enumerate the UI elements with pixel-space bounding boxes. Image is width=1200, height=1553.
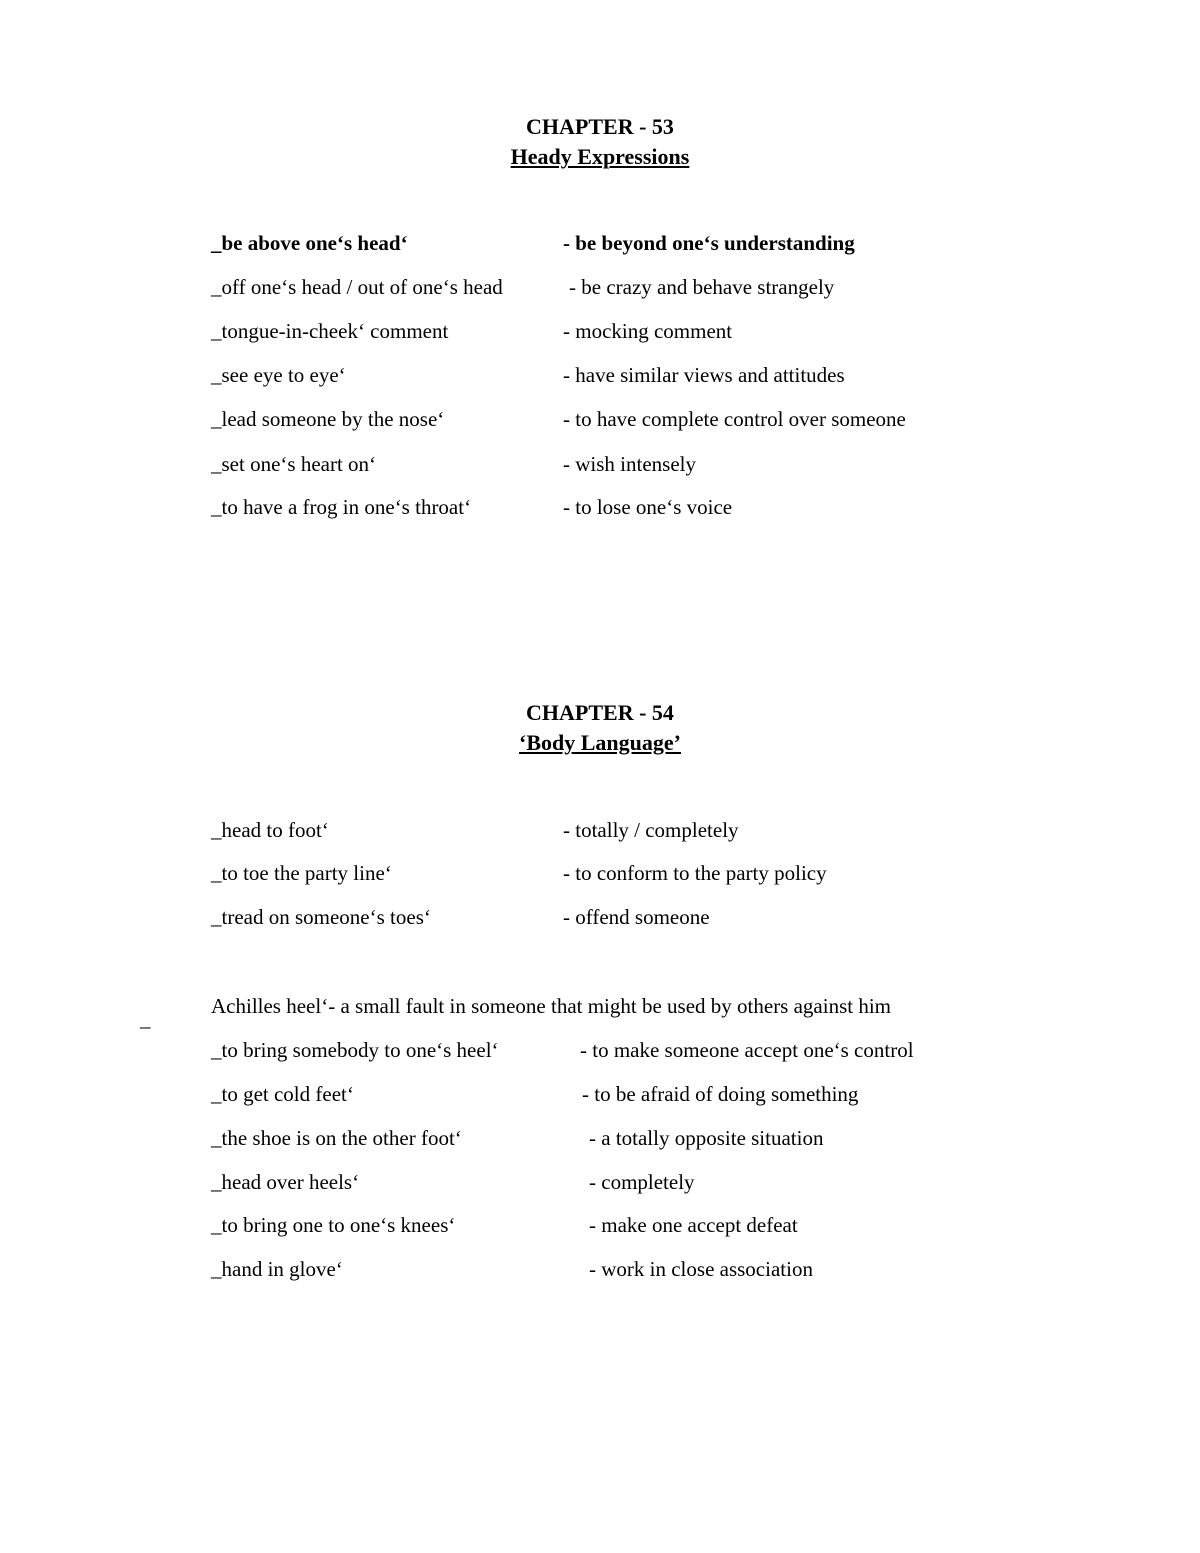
expression: _lead someone by the nose‘ (211, 407, 445, 431)
chapter-54-subtitle: ‘Body Language’ (519, 730, 681, 755)
meaning: - to be afraid of doing something (582, 1082, 859, 1106)
expression: _to bring one to one‘s knees‘ (211, 1213, 456, 1237)
chapter-54-entry (211, 1079, 1111, 1109)
expression: _hand in glove‘ (211, 1257, 343, 1281)
meaning: - to have complete control over someone (563, 407, 906, 431)
achilles-marker: _ (140, 1007, 151, 1031)
expression: _the shoe is on the other foot‘ (211, 1126, 462, 1150)
chapter-54-header (0, 698, 1200, 758)
expression: _tread on someone‘s toes‘ (211, 905, 431, 929)
chapter-53-subtitle: Heady Expressions (510, 144, 690, 169)
achilles-entry (211, 991, 891, 1021)
meaning: - a small fault in someone that might be used by others against him (328, 994, 892, 1018)
chapter-53-entry (211, 272, 1111, 302)
meaning: - have similar views and attitudes (563, 363, 845, 387)
expression: Achilles heel‘ (211, 994, 329, 1018)
expression: _to get cold feet‘ (211, 1082, 354, 1106)
chapter-54-entry (211, 1210, 1111, 1240)
chapter-53-entry (211, 449, 1111, 479)
chapter-54-entry (211, 1254, 1111, 1284)
meaning: - to lose one‘s voice (563, 495, 733, 519)
expression: _be above one‘s head‘ (211, 231, 408, 255)
meaning: - be crazy and behave strangely (569, 275, 835, 299)
expression: _tongue-in-cheek‘ comment (211, 319, 449, 343)
expression: _set one‘s heart on‘ (211, 452, 377, 476)
chapter-54-title: CHAPTER - 54 (526, 700, 674, 725)
chapter-53-entry (211, 316, 1111, 346)
chapter-54-entry (211, 1035, 1111, 1065)
chapter-53-entry (211, 360, 1111, 390)
meaning: - to make someone accept one‘s control (580, 1038, 914, 1062)
meaning: - completely (589, 1170, 695, 1194)
meaning: - totally / completely (563, 818, 739, 842)
expression: _to have a frog in one‘s throat‘ (211, 495, 472, 519)
expression: _to toe the party line‘ (211, 861, 392, 885)
meaning: - be beyond one‘s understanding (563, 231, 855, 255)
expression: _off one‘s head / out of one‘s head (211, 275, 503, 299)
meaning: - a totally opposite situation (589, 1126, 824, 1150)
expression: _head over heels‘ (211, 1170, 360, 1194)
expression: _see eye to eye‘ (211, 363, 346, 387)
meaning: - make one accept defeat (589, 1213, 798, 1237)
meaning: - wish intensely (563, 452, 696, 476)
chapter-54-entry (211, 1123, 1111, 1153)
meaning: - offend someone (563, 905, 710, 929)
chapter-54-entry (211, 858, 1111, 888)
meaning: - to conform to the party policy (563, 861, 827, 885)
expression: _to bring somebody to one‘s heel‘ (211, 1038, 499, 1062)
chapter-54-entry (211, 1167, 1111, 1197)
chapter-53-title: CHAPTER - 53 (526, 114, 674, 139)
chapter-54-entry (211, 815, 1111, 845)
chapter-53-entry (211, 492, 1111, 522)
chapter-53-entry (211, 404, 1111, 434)
meaning: - mocking comment (563, 319, 733, 343)
chapter-53-header (0, 112, 1200, 172)
chapter-54-entry (211, 902, 1111, 932)
meaning: - work in close association (589, 1257, 813, 1281)
expression: _head to foot‘ (211, 818, 329, 842)
chapter-53-entry (211, 228, 1111, 258)
